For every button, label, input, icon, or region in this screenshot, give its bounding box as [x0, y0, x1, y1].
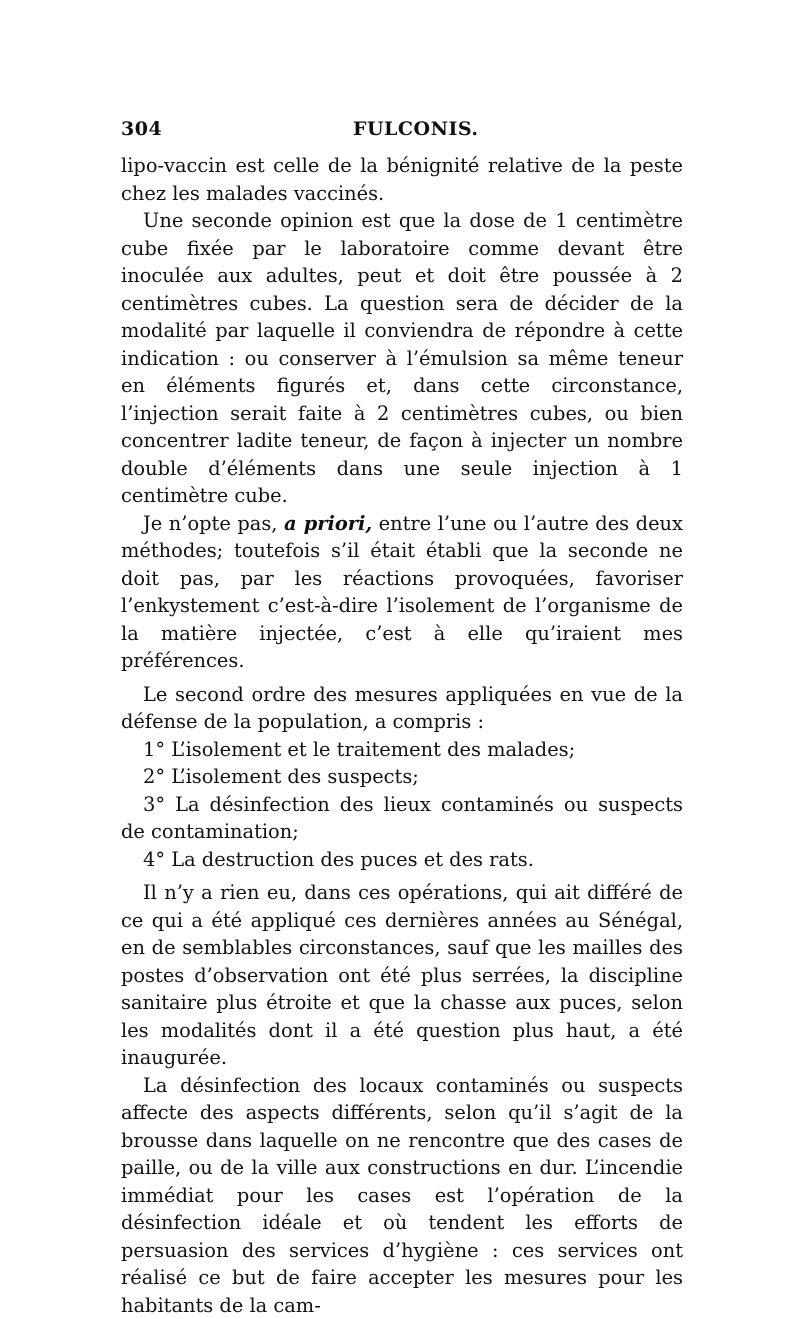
- document-page: [121, 112, 683, 1319]
- running-head: FULCONIS.: [353, 118, 479, 140]
- paragraph-operations: Il n’y a rien eu, dans ces opérations, qui ait différé de ce qui a été appliqué ces dernières années au Sénégal, en de semblables circonstances, sauf que les mailles des postes d’observation ont été plus serrées, la discipline sanitaire plus étroite et que la chasse aux puces, selon les modalités dont il a été question plus haut, a été inaugurée.: [121, 879, 683, 1072]
- page-number: 304: [121, 118, 162, 140]
- paragraph-second-opinion: Une seconde opinion est que la dose de 1 centimètre cube fixée par le laboratoire comme devant être inoculée aux adultes, peut et doit être poussée à 2 centimètres cubes. La question sera de décider de la modalité par laquelle il conviendra de répondre à cette indication : ou conserver à l’émulsion sa même teneur en éléments figurés et, dans cette circonstance, l’injection serait faite à 2 centimètres cubes, ou bien concentrer ladite teneur, de façon à injecter un nombre double d’éléments dans une seule injection à 1 centimètre cube.: [121, 207, 683, 510]
- opinion-text-after: entre l’une ou l’autre des deux méthodes; toutefois s’il était établi que la seconde ne doit pas, par les réactions provoquées, favoriser l’enkystement c’est-à-dire l’isolement de l’organisme de la matière injectée, c’est à elle qu’iraient mes préférences.: [121, 512, 683, 673]
- list-item-isolation-patients: 1° L’isolement et le traitement des malades;: [121, 736, 683, 764]
- list-item-destruction: 4° La destruction des puces et des rats.: [121, 846, 683, 874]
- opinion-text-before: Je n’opte pas,: [143, 512, 284, 535]
- opinion-text-italic: a priori,: [284, 512, 372, 535]
- page-header: [121, 112, 683, 152]
- list-item-disinfection: 3° La désinfection des lieux contaminés ou suspects de contamination;: [121, 791, 683, 846]
- paragraph-second-order: Le second ordre des mesures appliquées en vue de la défense de la population, a compris :: [121, 681, 683, 736]
- body-text: [121, 152, 683, 1319]
- paragraph-disinfection-locals: La désinfection des locaux contaminés ou suspects affecte des aspects différents, selon qu’il s’agit de la brousse dans laquelle on ne rencontre que des cases de paille, ou de la ville aux constructions en dur. L’incendie immédiat pour les cases est l’opération de la désinfection idéale et où tendent les efforts de persuasion des services d’hygiène : ces services ont réalisé ce but de faire accepter les mesures pour les habitants de la cam-: [121, 1072, 683, 1319]
- paragraph-opinion-choice: [121, 510, 683, 675]
- paragraph-continuation: lipo-vaccin est celle de la bénignité relative de la peste chez les malades vaccinés.: [121, 152, 683, 207]
- list-item-isolation-suspects: 2° L’isolement des suspects;: [121, 763, 683, 791]
